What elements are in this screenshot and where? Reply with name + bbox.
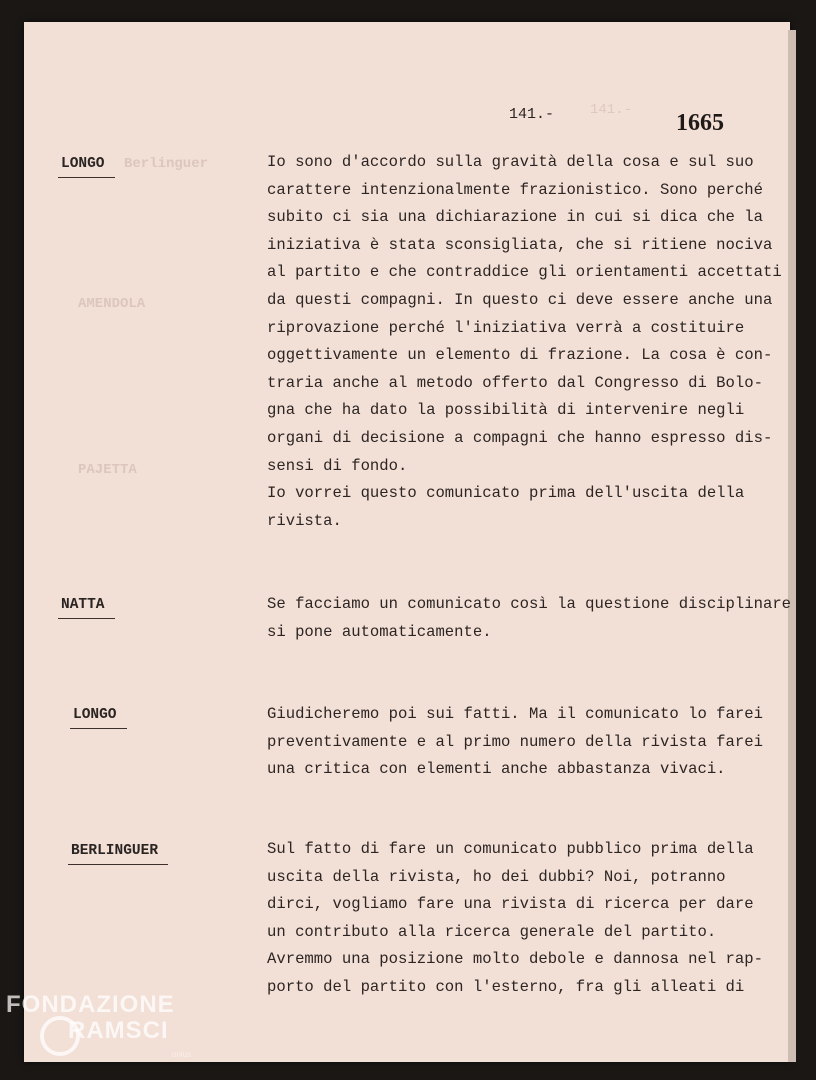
watermark-line-1: FONDAZIONE: [6, 991, 175, 1018]
ghost-speaker-name: Berlinguer: [124, 156, 209, 172]
ghost-speaker-name: AMENDOLA: [78, 296, 146, 312]
speaker-name: NATTA: [61, 597, 105, 613]
text-line: uscita della rivista, ho dei dubbi? Noi, potranno: [267, 867, 726, 886]
speaker-underline: [58, 177, 115, 179]
text-line: al partito e che contraddice gli orientamenti accettati: [267, 263, 782, 282]
text-line: un contributo alla ricerca generale del partito.: [267, 922, 717, 941]
text-line: preventivamente e al primo numero della rivista farei: [267, 732, 763, 751]
speaker-label: [71, 843, 158, 859]
speaker-label: [61, 597, 105, 613]
speaker-underline: [58, 618, 115, 620]
text-line: traria anche al metodo offerto dal Congresso di Bolo-: [267, 373, 763, 392]
text-line: iniziativa è stata sconsigliata, che si ritiene nociva: [267, 235, 773, 254]
text-line: da questi compagni. In questo ci deve essere anche una: [267, 290, 773, 309]
watermark-g-logo-icon: [40, 1016, 80, 1056]
text-line: Giudicheremo poi sui fatti. Ma il comunicato lo farei: [267, 705, 763, 723]
text-line: si pone automaticamente.: [267, 622, 492, 641]
text-line: Se facciamo un comunicato così la questione disciplinare: [267, 595, 792, 613]
text-line: porto del partito con l'esterno, fra gli alleati di: [267, 977, 745, 996]
text-line: riprovazione perché l'iniziativa verrà a costituire: [267, 318, 745, 337]
speech-paragraph: [267, 591, 792, 646]
text-line: Sul fatto di fare un comunicato pubblico prima della: [267, 840, 754, 858]
speaker-name: BERLINGUER: [71, 843, 159, 859]
text-line: Io sono d'accordo sulla gravità della cosa e sul suo: [267, 153, 754, 171]
document-number: 1665: [676, 110, 724, 136]
ghost-speaker-name: PAJETTA: [78, 462, 137, 478]
text-line: organi di decisione a compagni che hanno espresso dis-: [267, 428, 773, 447]
ghost-page-number: 141.-: [590, 102, 633, 118]
text-line: rivista.: [267, 511, 342, 530]
fondazione-gramsci-watermark: [6, 991, 192, 1059]
watermark-line-2: RAMSCI: [68, 1017, 169, 1044]
speech-paragraph: [267, 149, 792, 535]
text-line: una critica con elementi anche abbastanza vivaci.: [267, 760, 726, 779]
speaker-label: [61, 156, 105, 172]
speaker-underline: [68, 864, 168, 866]
speaker-name: LONGO: [73, 707, 117, 723]
text-line: sensi di fondo.: [267, 456, 408, 475]
text-line: dirci, vogliamo fare una rivista di ricerca per dare: [267, 895, 754, 914]
speaker-label: [73, 707, 117, 723]
text-line: gna che ha dato la possibilità di intervenire negli: [267, 401, 745, 420]
text-line: oggettivamente un elemento di frazione. La cosa è con-: [267, 346, 773, 365]
text-line: Io vorrei questo comunicato prima dell'uscita della: [267, 484, 745, 503]
speech-paragraph: [267, 836, 792, 1002]
speaker-underline: [70, 728, 127, 730]
text-line: subito ci sia una dichiarazione in cui si dica che la: [267, 208, 763, 227]
text-line: Avremmo una posizione molto debole e dannosa nel rap-: [267, 950, 763, 969]
speaker-name: LONGO: [61, 156, 105, 172]
speech-paragraph: [267, 701, 792, 784]
page-number: 141.-: [509, 106, 555, 123]
text-line: carattere intenzionalmente frazionistico. Sono perché: [267, 180, 763, 199]
watermark-onlus: onlus: [172, 1050, 192, 1059]
